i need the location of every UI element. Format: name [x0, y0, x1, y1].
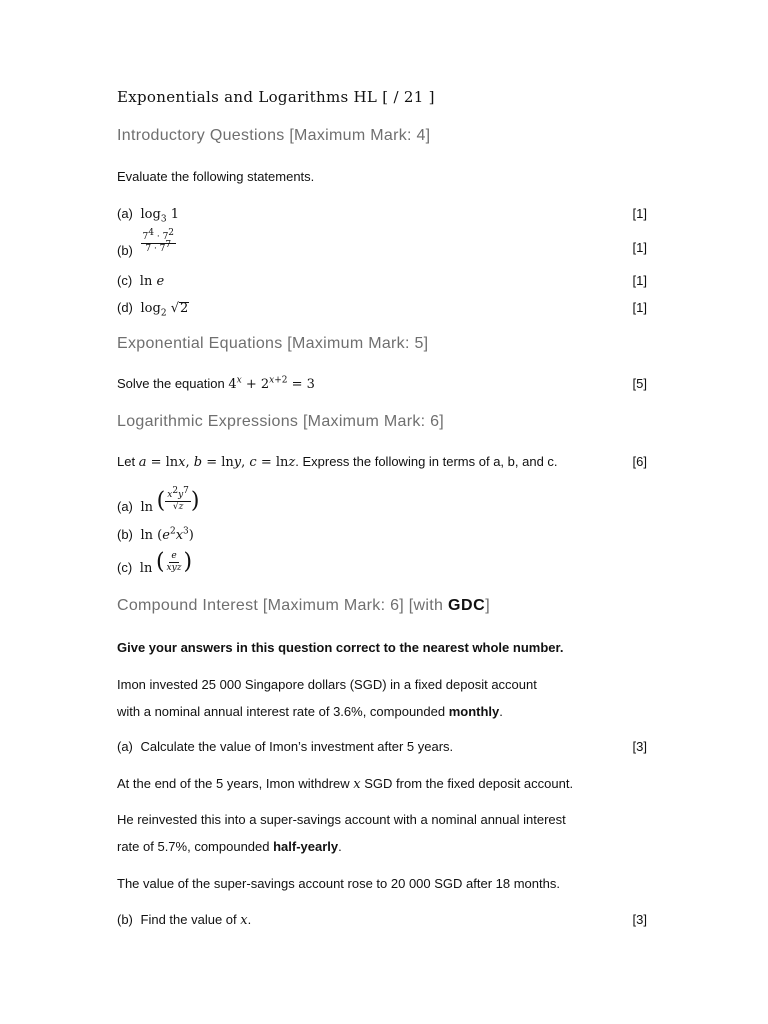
compound-paragraph-3-line-2: rate of 5.7%, compounded half-yearly. [117, 839, 342, 854]
question-label: (c) [117, 559, 133, 575]
mark-allocation: [5] [632, 376, 647, 391]
compound-heading: Compound Interest [Maximum Mark: 6] [with GDC] [117, 597, 491, 614]
intro-instruction: Evaluate the following statements. [117, 169, 315, 184]
mark-allocation: [1] [632, 300, 647, 315]
intro-question-a [117, 206, 647, 223]
rounding-instruction: Give your answers in this question correct to the nearest whole number. [117, 640, 564, 655]
compound-paragraph-1-line-2: with a nominal annual interest rate of 3.6%, compounded monthly. [117, 704, 503, 719]
math-expression: $\log_3 1$ [140, 207, 179, 225]
compound-paragraph-2: At the end of the 5 years, Imon withdrew x SGD from the fixed deposit account. [117, 776, 574, 792]
question-text: . Express the following in terms of a, b, and c. [295, 454, 558, 469]
math-expression: a = lnx, b = lny, c = lnz [138, 455, 296, 470]
mark-allocation: [1] [632, 273, 647, 288]
mark-allocation: [3] [632, 739, 647, 754]
math-fraction: $\frac{e}{\text{xyz}}$ [166, 551, 182, 573]
intro-question-c [117, 273, 647, 290]
log-expr-question-a: (a) ln ( $\frac{x^2y^7}{√z}$ ) [117, 486, 200, 515]
compound-paragraph-1-line-1: Imon invested 25 000 Singapore dollars (SGD) in a fixed deposit account [117, 677, 537, 692]
question-label: (a) [117, 206, 133, 221]
mark-allocation: [1] [632, 206, 647, 221]
mark-allocation: [3] [632, 912, 647, 927]
log-expr-question-b [117, 527, 647, 544]
question-label: (b) [117, 912, 133, 927]
exp-eq-heading: Exponential Equations [Maximum Mark: 5] [117, 335, 429, 352]
question-label: (a) [117, 739, 133, 754]
question-label: (d) [117, 300, 133, 315]
question-label: (c) [117, 273, 133, 288]
math-expression: $4^x + 2^{x+2} = 3$ [228, 375, 315, 392]
compound-paragraph-4: The value of the super-savings account rose to 20 000 SGD after 18 months. [117, 876, 560, 891]
question-text: Solve the equation [117, 376, 225, 391]
intro-question-b [117, 228, 647, 262]
worksheet-page [117, 0, 647, 1024]
math-expression: ln e [139, 274, 165, 289]
math-expression: $\ln (e^2x^3)$ [140, 526, 194, 543]
compound-question-b [117, 912, 647, 929]
gdc-label: GDC [447, 597, 486, 614]
worksheet-title: Exponentials and Logarithms HL [ / 21 ] [117, 88, 435, 106]
question-text: Let [117, 454, 136, 469]
math-expression: $\log_2 √2$ [140, 301, 189, 319]
mark-allocation: [1] [632, 240, 647, 255]
math-expression: ln [139, 560, 153, 576]
log-expr-heading: Logarithmic Expressions [Maximum Mark: 6] [117, 413, 445, 430]
math-fraction: $\frac{x^2y^7}{√z}$ [167, 486, 189, 512]
question-text: Find the value of x. [140, 912, 252, 928]
log-expr-question-c: (c) ln ( $\frac{e}{\text{xyz}}$ ) [117, 549, 193, 576]
compound-paragraph-3-line-1: He reinvested this into a super-savings account with a nominal annual interest [117, 812, 566, 827]
intro-question-d [117, 300, 647, 317]
math-expression: ln [140, 499, 154, 515]
mark-allocation: [6] [632, 454, 647, 469]
exp-eq-question [117, 376, 647, 393]
question-label: (b) [117, 527, 133, 542]
question-label: (b) [117, 242, 133, 258]
question-label: (a) [117, 498, 133, 514]
question-text: Calculate the value of Imon’s investment after 5 years. [140, 739, 454, 754]
log-expr-question [117, 454, 647, 471]
compound-question-a [117, 739, 647, 755]
intro-heading: Introductory Questions [Maximum Mark: 4] [117, 127, 431, 144]
math-fraction: $\frac{7^4 \cdot 7^2}{7 \cdot 7^7}$ [142, 228, 175, 254]
